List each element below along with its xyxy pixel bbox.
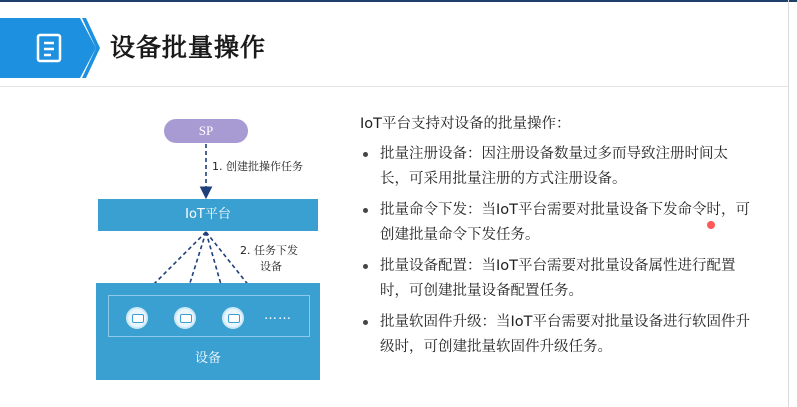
step2-label-line2: 设备 — [260, 260, 282, 273]
bullet-dot-icon — [363, 208, 368, 213]
list-item — [360, 198, 750, 248]
sp-node: SP — [164, 119, 248, 143]
header-divider — [0, 86, 789, 87]
list-item-text: 批量命令下发：当IoT平台需要对批量设备下发命令时，可创建批量命令下发任务。 — [380, 202, 751, 243]
list-item-text: 批量设备配置：当IoT平台需要对批量设备属性进行配置时，可创建批量设备配置任务。 — [380, 258, 736, 299]
list-item — [360, 254, 750, 304]
devices-label: 设备 — [194, 351, 221, 366]
description-intro: IoT平台支持对设备的批量操作： — [360, 116, 571, 132]
right-border — [788, 0, 789, 407]
cursor-pointer-dot — [707, 221, 715, 229]
list-item — [360, 310, 750, 360]
devices-ellipsis: …… — [264, 308, 292, 323]
iot-platform-node: IoT平台 — [98, 199, 318, 231]
slide-title: 设备批量操作 — [110, 33, 267, 62]
bullet-dot-icon — [363, 320, 368, 325]
list-item — [360, 142, 750, 192]
bullet-dot-icon — [363, 152, 368, 157]
header-chevron — [0, 18, 100, 78]
list-item-text: 批量软固件升级：当IoT平台需要对批量设备进行软固件升级时，可创建批量软固件升级任务。 — [380, 314, 751, 355]
feature-list — [360, 142, 750, 360]
list-item-text: 批量注册设备：因注册设备数量过多而导致注册时间太长，可采用批量注册的方式注册设备。 — [380, 146, 728, 187]
top-rule — [0, 0, 797, 2]
step2-label-line1: 2. 任务下发 — [240, 244, 298, 257]
bullet-dot-icon — [363, 264, 368, 269]
meter-device-icon — [174, 307, 196, 329]
meter-device-icon — [222, 307, 244, 329]
step1-label: 1. 创建批操作任务 — [212, 160, 303, 173]
meter-device-icon — [126, 307, 148, 329]
devices-group — [96, 283, 320, 380]
description-panel — [360, 112, 750, 366]
batch-operation-diagram — [90, 110, 330, 390]
